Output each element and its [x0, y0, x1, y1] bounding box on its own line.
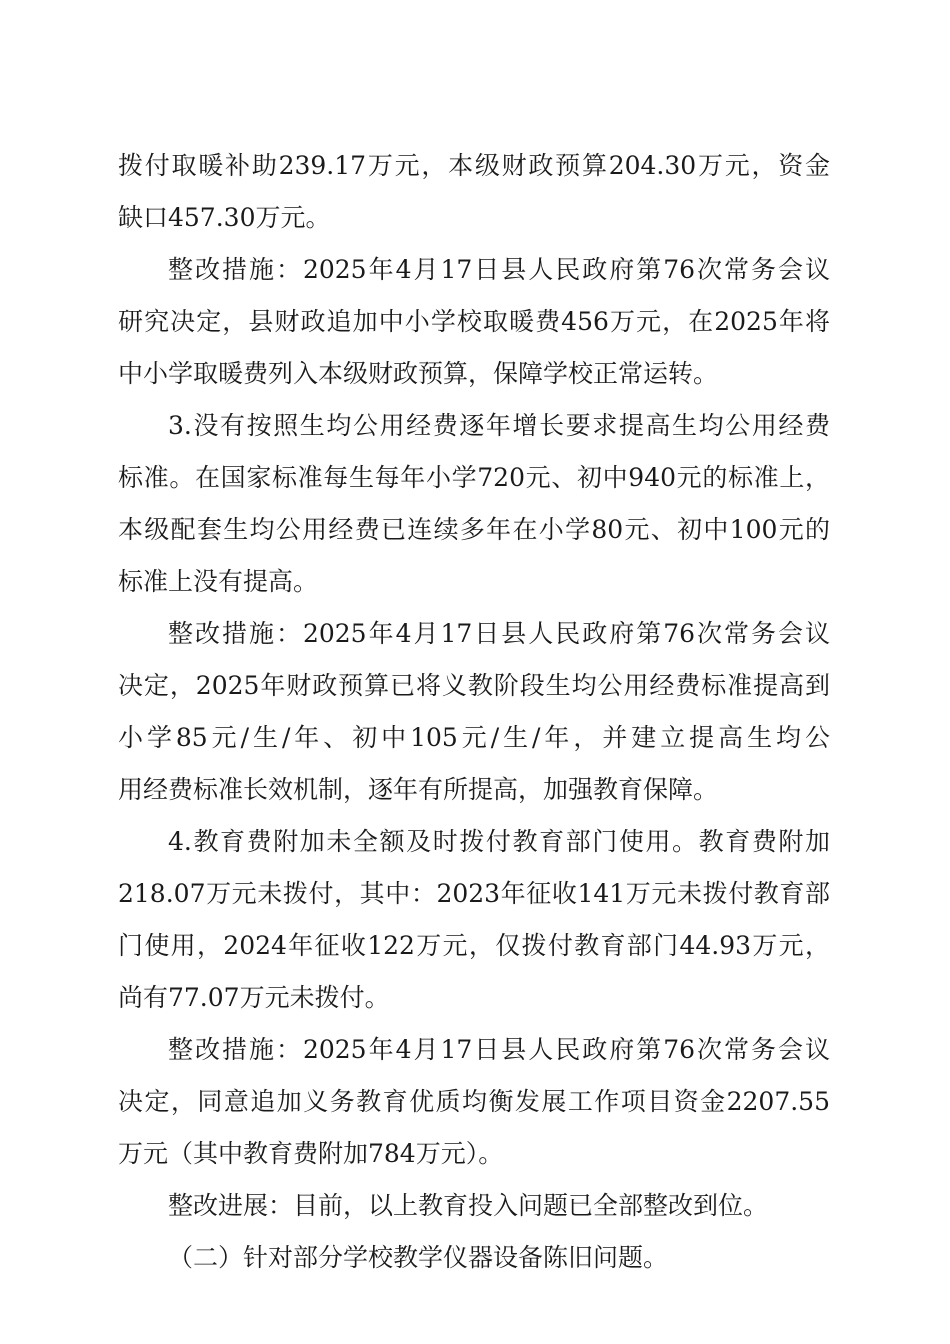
text-line-5: 中小学取暖费列入本级财政预算，保障学校正常运转。: [118, 359, 719, 388]
text-line-21: 整改进展：目前，以上教育投入问题已全部整改到位。: [168, 1191, 769, 1220]
text-line-16: 门使用，2024年征收122万元，仅拨付教育部门44.93万元，: [118, 931, 830, 960]
text-line-19: 决定，同意追加义务教育优质均衡发展工作项目资金2207.55: [118, 1087, 830, 1116]
text-line-10: 整改措施：2025年4月17日县人民政府第76次常务会议: [168, 619, 830, 648]
text-line-9: 标准上没有提高。: [118, 567, 319, 596]
text-line-20: 万元（其中教育费附加784万元）。: [118, 1139, 504, 1168]
text-line-6: 3.没有按照生均公用经费逐年增长要求提高生均公用经费: [168, 411, 830, 440]
text-line-18: 整改措施：2025年4月17日县人民政府第76次常务会议: [168, 1035, 830, 1064]
text-line-2: 缺口457.30万元。: [118, 203, 331, 232]
text-line-13: 用经费标准长效机制，逐年有所提高，加强教育保障。: [118, 775, 719, 804]
text-line-11: 决定，2025年财政预算已将义教阶段生均公用经费标准提高到: [118, 671, 830, 700]
text-line-14: 4.教育费附加未全额及时拨付教育部门使用。教育费附加: [168, 827, 830, 856]
text-line-12: 小学85元/生/年、初中105元/生/年，并建立提高生均公: [118, 723, 830, 752]
text-line-15: 218.07万元未拨付，其中：2023年征收141万元未拨付教育部: [118, 879, 830, 908]
text-line-17: 尚有77.07万元未拨付。: [118, 983, 390, 1012]
document-body: [118, 140, 830, 1284]
text-line-7: 标准。在国家标准每生每年小学720元、初中940元的标准上，: [118, 463, 830, 492]
text-line-4: 研究决定，县财政追加中小学校取暖费456万元，在2025年将: [118, 307, 830, 336]
text-line-1: 拨付取暖补助239.17万元，本级财政预算204.30万元，资金: [118, 151, 830, 180]
text-line-3: 整改措施：2025年4月17日县人民政府第76次常务会议: [168, 255, 830, 284]
text-line-8: 本级配套生均公用经费已连续多年在小学80元、初中100元的: [118, 515, 830, 544]
section-heading: （二）针对部分学校教学仪器设备陈旧问题。: [168, 1243, 669, 1272]
